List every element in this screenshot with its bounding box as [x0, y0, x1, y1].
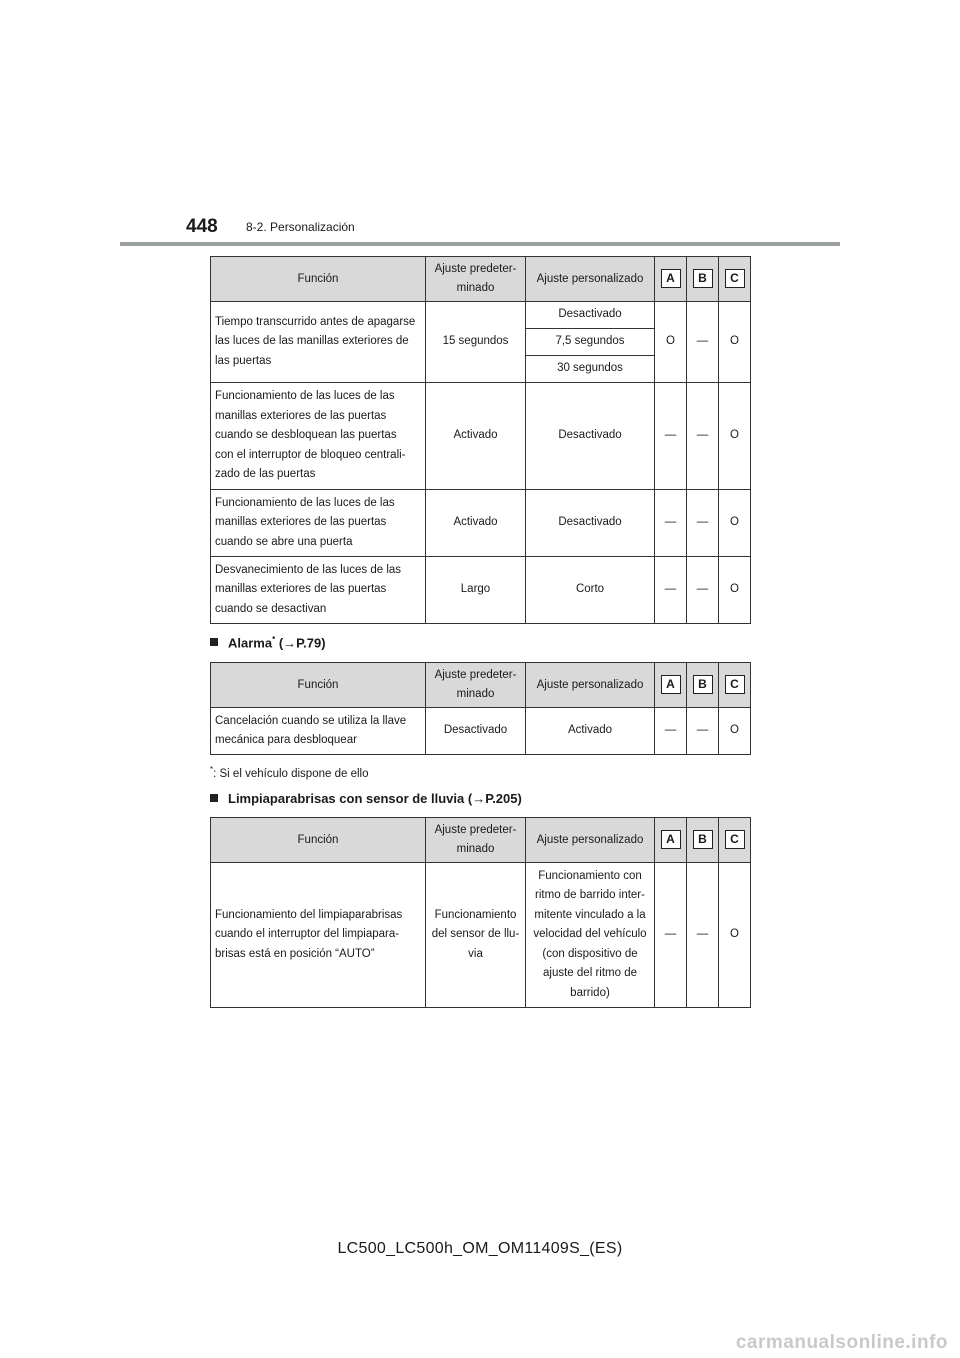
table-header: [211, 257, 751, 302]
section-title: 8-2. Personalización: [246, 220, 355, 234]
cell-funcion: Tiempo transcurrido antes de apagarse las luces de las manillas exteriores de las puertas: [211, 302, 426, 383]
cell-predeterminado: Activado: [426, 490, 526, 557]
col-predeterminado: Ajuste predeter- minado: [426, 818, 526, 863]
cell-b: —: [687, 490, 719, 557]
cell-c: O: [719, 302, 751, 383]
col-personalizado: Ajuste personalizado: [526, 818, 655, 863]
col-c-icon: C: [725, 830, 745, 849]
col-predeterminado: Ajuste predeter- minado: [426, 663, 526, 708]
col-funcion: Función: [211, 818, 426, 863]
cell-personalizado: Desactivado: [526, 490, 655, 557]
cell-predeterminado: Desactivado: [426, 708, 526, 755]
table-header: [211, 818, 751, 863]
cell-a: O: [655, 302, 687, 383]
cell-a: —: [655, 863, 687, 1008]
cell-funcion: Funcionamiento del limpiaparabrisas cuando el interruptor del limpiapara- brisas está en posición “AUTO”: [211, 863, 426, 1008]
col-b-icon: B: [693, 830, 713, 849]
cell-c: O: [719, 708, 751, 755]
cell-c: O: [719, 557, 751, 624]
heading-alarma: Alarma* (→P.79): [210, 635, 326, 650]
cell-b: —: [687, 708, 719, 755]
footnote: *: Si el vehículo dispone de ello: [210, 765, 369, 780]
table-alarma: [210, 662, 751, 755]
cell-b: —: [687, 557, 719, 624]
page-reference[interactable]: (→P.79): [278, 635, 326, 651]
cell-predeterminado: Largo: [426, 557, 526, 624]
cell-predeterminado: Funcionamiento del sensor de llu- via: [426, 863, 526, 1008]
cell-a: —: [655, 383, 687, 490]
cell-a: —: [655, 490, 687, 557]
col-c-icon: C: [725, 675, 745, 694]
cell-c: O: [719, 863, 751, 1008]
cell-personalizado: Funcionamiento con ritmo de barrido inter- mitente vinculado a la velocidad del vehículo (con dispositivo de ajuste del ritmo de barrido): [526, 863, 655, 1008]
cell-b: —: [687, 863, 719, 1008]
table-row: [211, 383, 751, 490]
cell-funcion: Desvanecimiento de las luces de las manillas exteriores de las puertas cuando se desactivan: [211, 557, 426, 624]
cell-predeterminado: 15 segundos: [426, 302, 526, 383]
cell-option: 30 segundos: [526, 356, 655, 383]
cell-funcion: Funcionamiento de las luces de las manillas exteriores de las puertas cuando se desbloquean las puertas con el interruptor de bloqueo centrali- zado de las puertas: [211, 383, 426, 490]
cell-b: —: [687, 383, 719, 490]
square-bullet-icon: [210, 638, 218, 646]
cell-a: —: [655, 708, 687, 755]
col-b-icon: B: [693, 675, 713, 694]
cell-personalizado: Desactivado: [526, 383, 655, 490]
document-id: LC500_LC500h_OM_OM11409S_(ES): [337, 1240, 623, 1257]
cell-funcion: Funcionamiento de las luces de las manillas exteriores de las puertas cuando se abre una puerta: [211, 490, 426, 557]
col-c-icon: C: [725, 269, 745, 288]
col-funcion: Función: [211, 663, 426, 708]
table-row: [211, 302, 751, 329]
page-number: 448: [186, 216, 218, 237]
col-a-icon: A: [661, 675, 681, 694]
col-personalizado: Ajuste personalizado: [526, 663, 655, 708]
col-predeterminado: Ajuste predeter- minado: [426, 257, 526, 302]
table-header: [211, 663, 751, 708]
cell-funcion: Cancelación cuando se utiliza la llave mecánica para desbloquear: [211, 708, 426, 755]
table-lights: [210, 256, 751, 624]
table-row: [211, 708, 751, 755]
table-row: [211, 490, 751, 557]
cell-b: —: [687, 302, 719, 383]
table-row: [211, 557, 751, 624]
cell-option: Desactivado: [526, 302, 655, 329]
col-b-icon: B: [693, 269, 713, 288]
col-funcion: Función: [211, 257, 426, 302]
cell-a: —: [655, 557, 687, 624]
watermark[interactable]: carmanualsonline.info: [735, 1332, 948, 1353]
square-bullet-icon: [210, 794, 218, 802]
col-a-icon: A: [661, 269, 681, 288]
cell-personalizado: Activado: [526, 708, 655, 755]
heading-limpiaparabrisas: Limpiaparabrisas con sensor de lluvia (→P.205): [210, 791, 522, 806]
cell-personalizado: Corto: [526, 557, 655, 624]
col-personalizado: Ajuste personalizado: [526, 257, 655, 302]
table-row: [211, 863, 751, 1008]
cell-c: O: [719, 490, 751, 557]
header-rule: [120, 242, 840, 246]
cell-option: 7,5 segundos: [526, 329, 655, 356]
col-a-icon: A: [661, 830, 681, 849]
cell-c: O: [719, 383, 751, 490]
cell-predeterminado: Activado: [426, 383, 526, 490]
table-limpiaparabrisas: [210, 817, 751, 1008]
